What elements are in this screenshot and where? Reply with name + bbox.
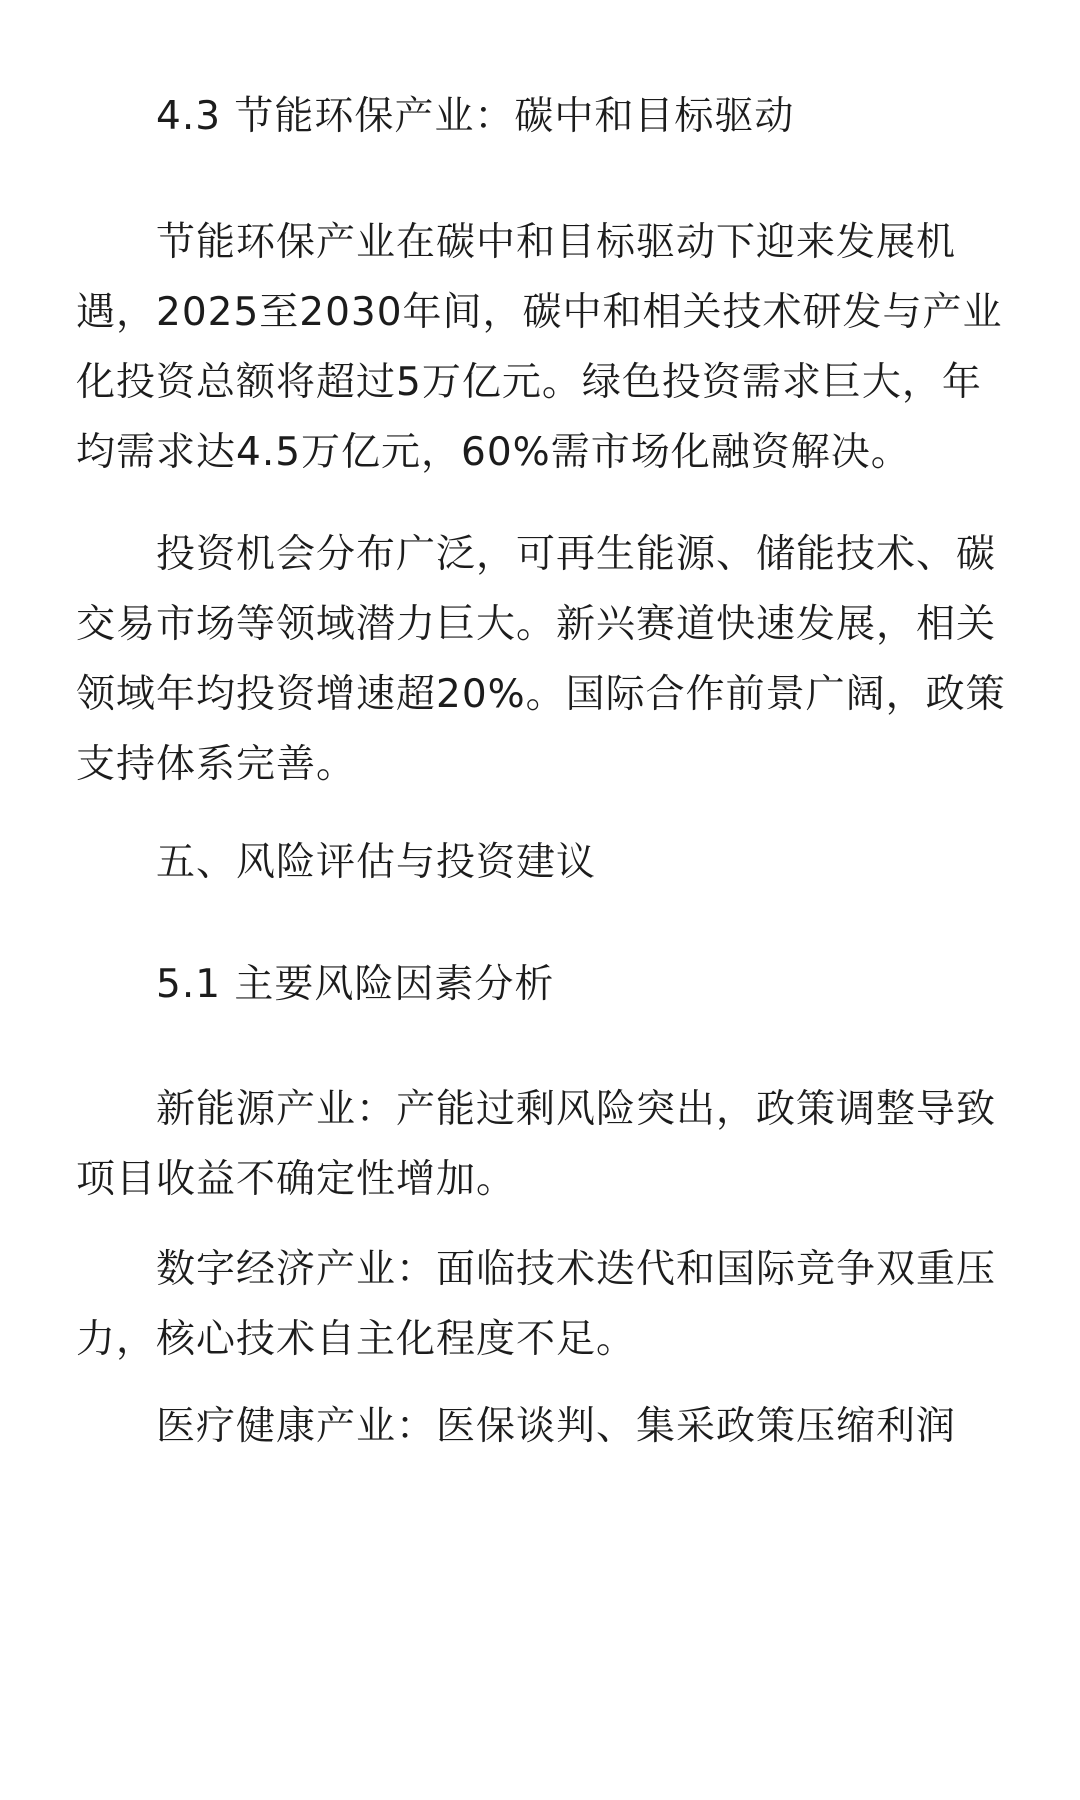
paragraph-risk-digital-economy: 数字经济产业：面临技术迭代和国际竞争双重压力，核心技术自主化程度不足。 — [76, 1247, 997, 1362]
section-heading-4-3: 4.3 节能环保产业：碳中和目标驱动 — [156, 94, 795, 139]
paragraph-risk-medical-health: 医疗健康产业：医保谈判、集采政策压缩利润 — [156, 1404, 957, 1449]
paragraph-green-investment-opportunities: 投资机会分布广泛，可再生能源、储能技术、碳交易市场等领域潜力巨大。新兴赛道快速发展，相关领域年均投资增速超20%。国际合作前景广阔，政策支持体系完善。 — [76, 532, 1006, 787]
paragraph-green-industry-opportunity: 节能环保产业在碳中和目标驱动下迎来发展机遇，2025至2030年间，碳中和相关技术研发与产业化投资总额将超过5万亿元。绿色投资需求巨大，年均需求达4.5万亿元，60%需市场化融资解决。 — [76, 220, 1003, 475]
section-heading-5-1: 5.1 主要风险因素分析 — [156, 962, 555, 1007]
section-heading-5: 五、风险评估与投资建议 — [156, 840, 597, 885]
paragraph-risk-new-energy: 新能源产业：产能过剩风险突出，政策调整导致项目收益不确定性增加。 — [76, 1087, 997, 1202]
